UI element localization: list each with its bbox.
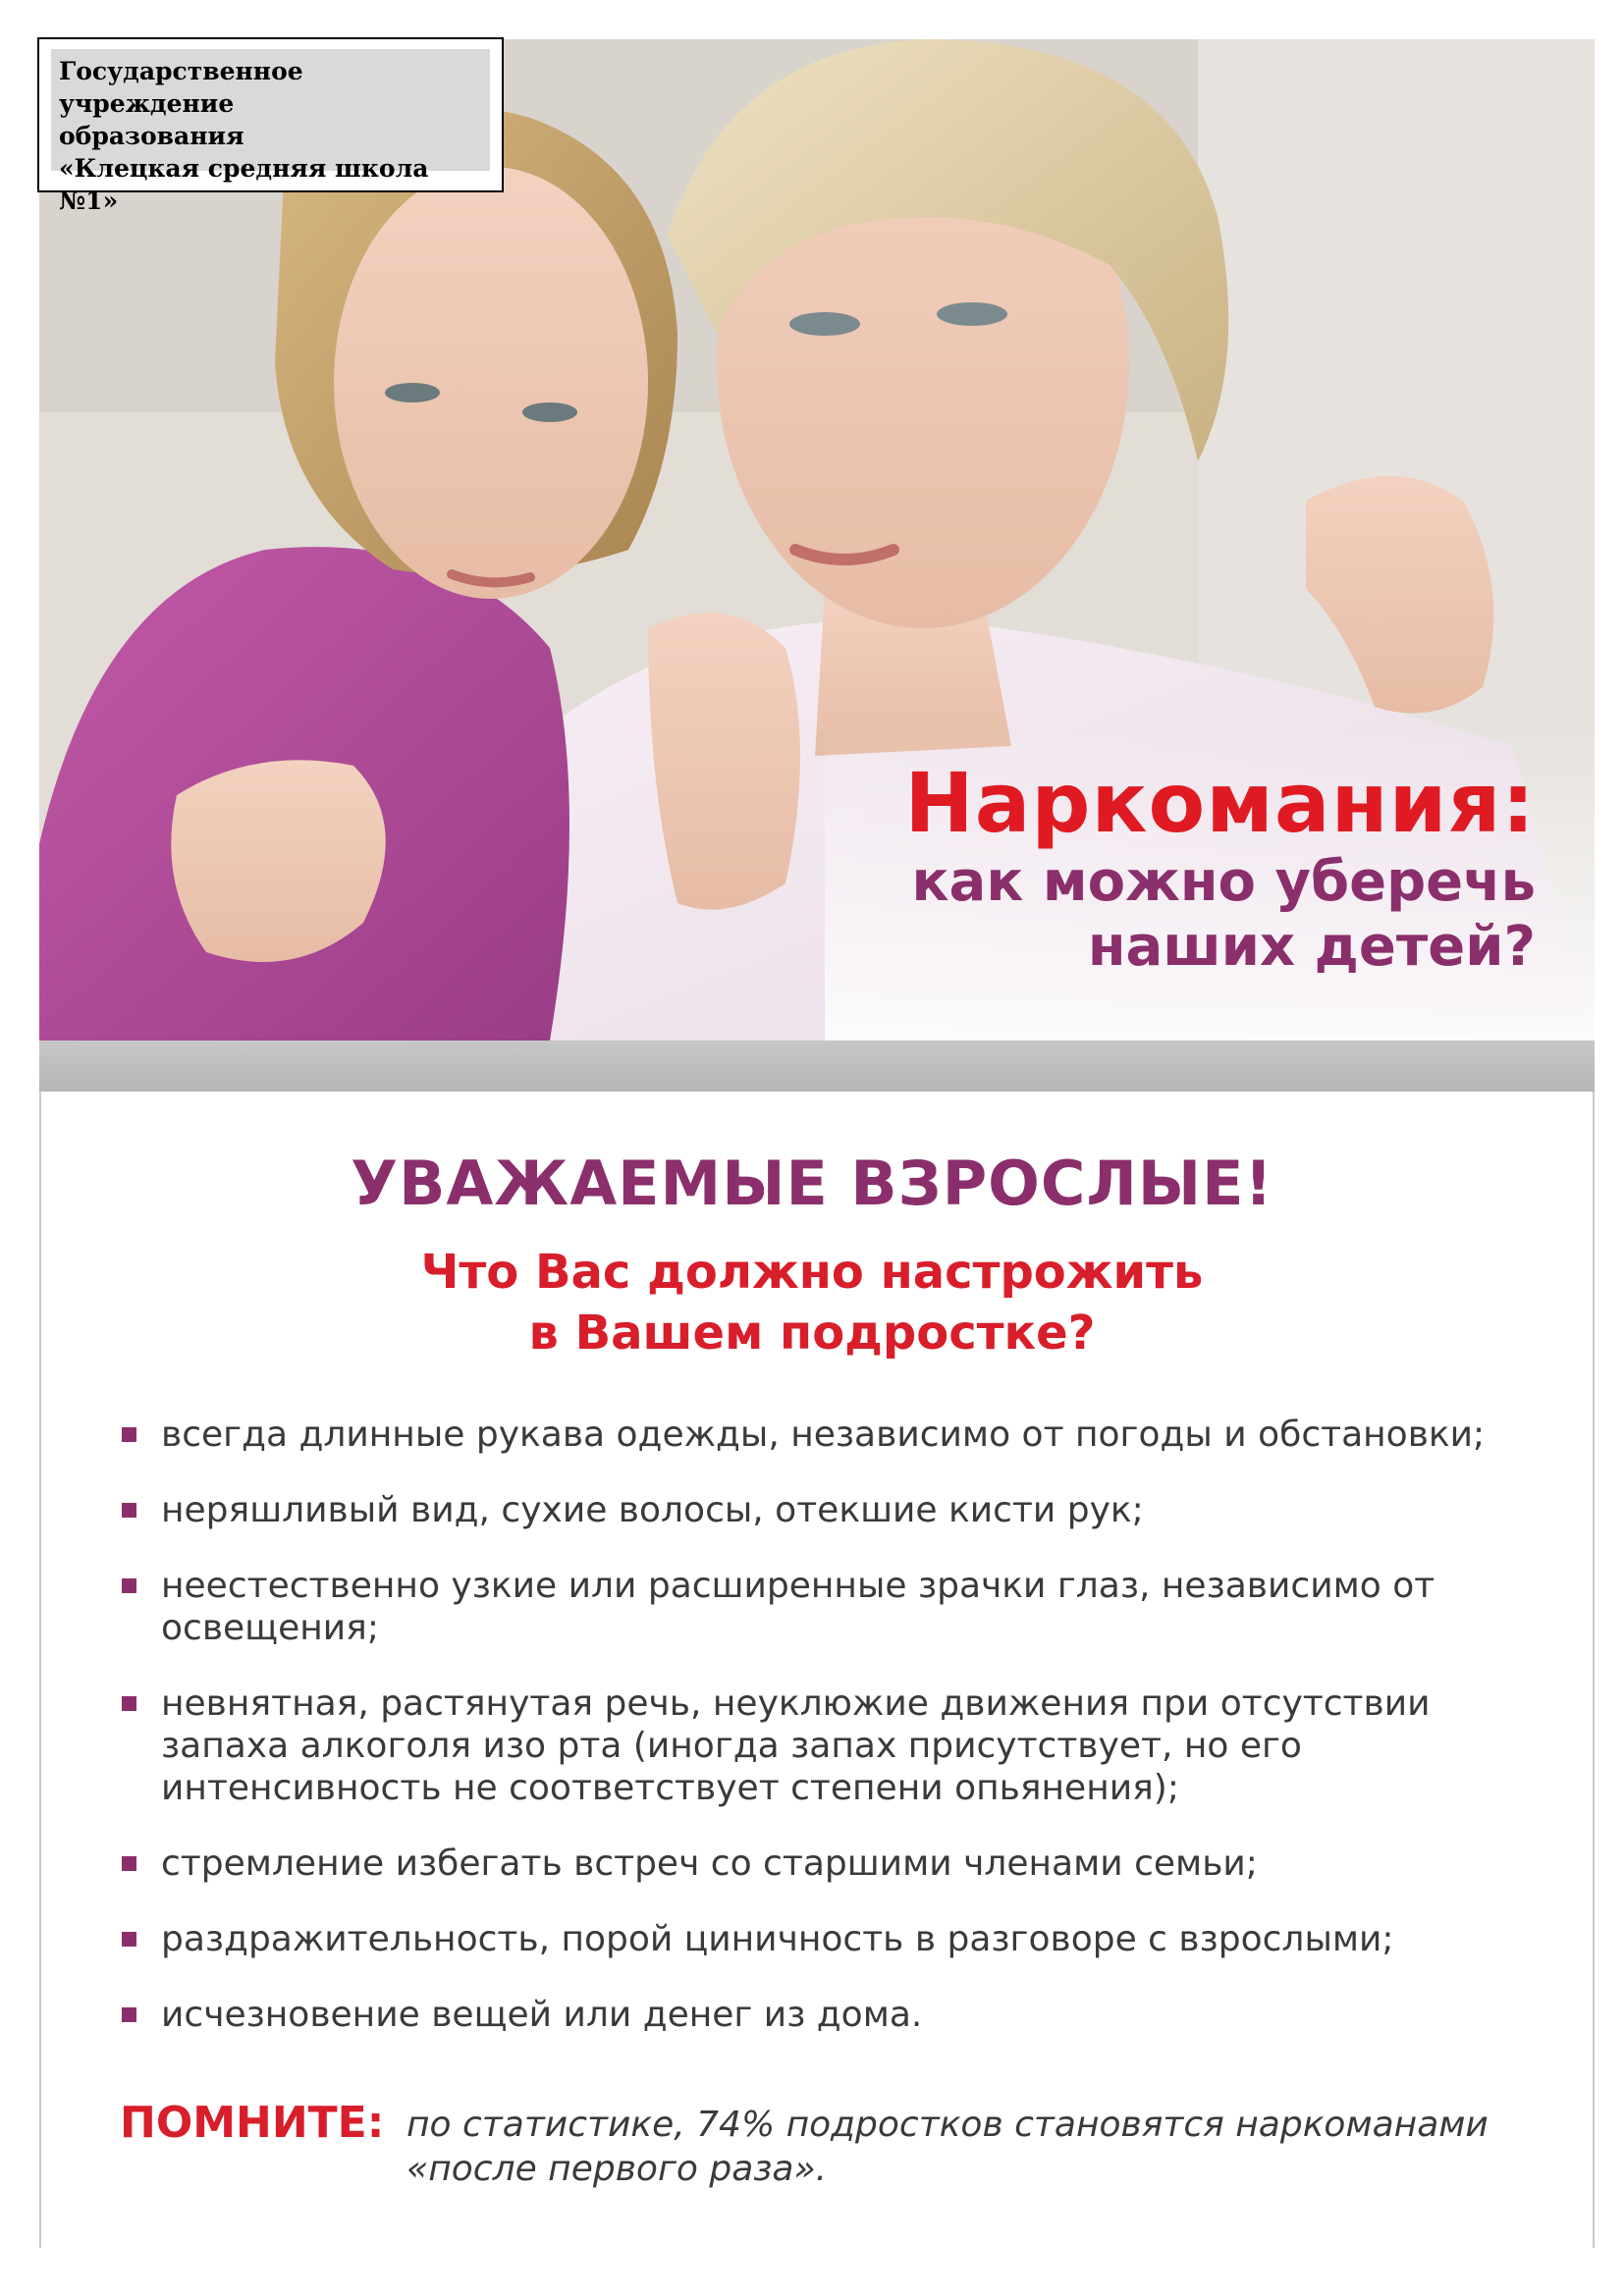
divider-band [39, 1041, 1595, 1092]
greeting-heading: УВАЖАЕМЫЕ ВЗРОСЛЫЕ! [351, 1148, 1273, 1219]
list-item [120, 1842, 1534, 1885]
headline-sub-2: наших детей? [1087, 915, 1536, 979]
question-heading [0, 1242, 1624, 1363]
list-item [120, 1565, 1534, 1649]
square-bullet-icon [122, 1503, 136, 1518]
list-item [120, 1489, 1534, 1531]
list-item-text: неестественно узкие или расширенные зрачки глаз, независимо от освещения; [161, 1566, 1435, 1648]
list-item [120, 1918, 1534, 1960]
square-bullet-icon [122, 1856, 136, 1871]
list-item-text: стремление избегать встреч со старшими членами семьи; [161, 1843, 1258, 1884]
square-bullet-icon [122, 1932, 136, 1947]
school-line-3: «Клецкая средняя школа №1» [59, 154, 429, 215]
list-item-text: неряшливый вид, сухие волосы, отекшие кисти рук; [161, 1490, 1144, 1530]
square-bullet-icon [122, 2007, 136, 2022]
list-item-text: всегда длинные рукава одежды, независимо от погоды и обстановки; [161, 1415, 1486, 1455]
list-item-text: невнятная, растянутая речь, неуклюжие движения при отсутствии запаха алкоголя изо рта (иногда запах присутствует, но его интенсивность не соответствует степени опьянения); [161, 1683, 1431, 1808]
headline-sub-1: как можно уберечь [911, 850, 1536, 914]
square-bullet-icon [122, 1696, 136, 1711]
school-line-2: образования [59, 122, 244, 150]
headline-main: Наркомания: [904, 755, 1536, 851]
list-item-text: исчезновение вещей или денег из дома. [161, 1995, 923, 2035]
list-item [120, 1994, 1534, 2036]
poster-headline [904, 756, 1536, 980]
question-line-1: Что Вас должно настрожить [420, 1245, 1204, 1300]
question-line-2: в Вашем подростке? [528, 1306, 1096, 1361]
square-bullet-icon [122, 1427, 136, 1442]
list-item-text: раздражительность, порой циничность в разговоре с взрослыми; [161, 1919, 1394, 1959]
remember-text: по статистике, 74% подростков становятся наркоманами «после первого раза». [406, 2105, 1489, 2189]
list-item [120, 1682, 1534, 1809]
list-item [120, 1414, 1534, 1456]
school-label [37, 37, 504, 215]
warning-signs-list [120, 1414, 1534, 2069]
school-label-inner [51, 49, 490, 215]
remember-label: ПОМНИТЕ: [120, 2098, 385, 2148]
school-line-1: Государственное учреждение [59, 57, 303, 118]
square-bullet-icon [122, 1578, 136, 1593]
